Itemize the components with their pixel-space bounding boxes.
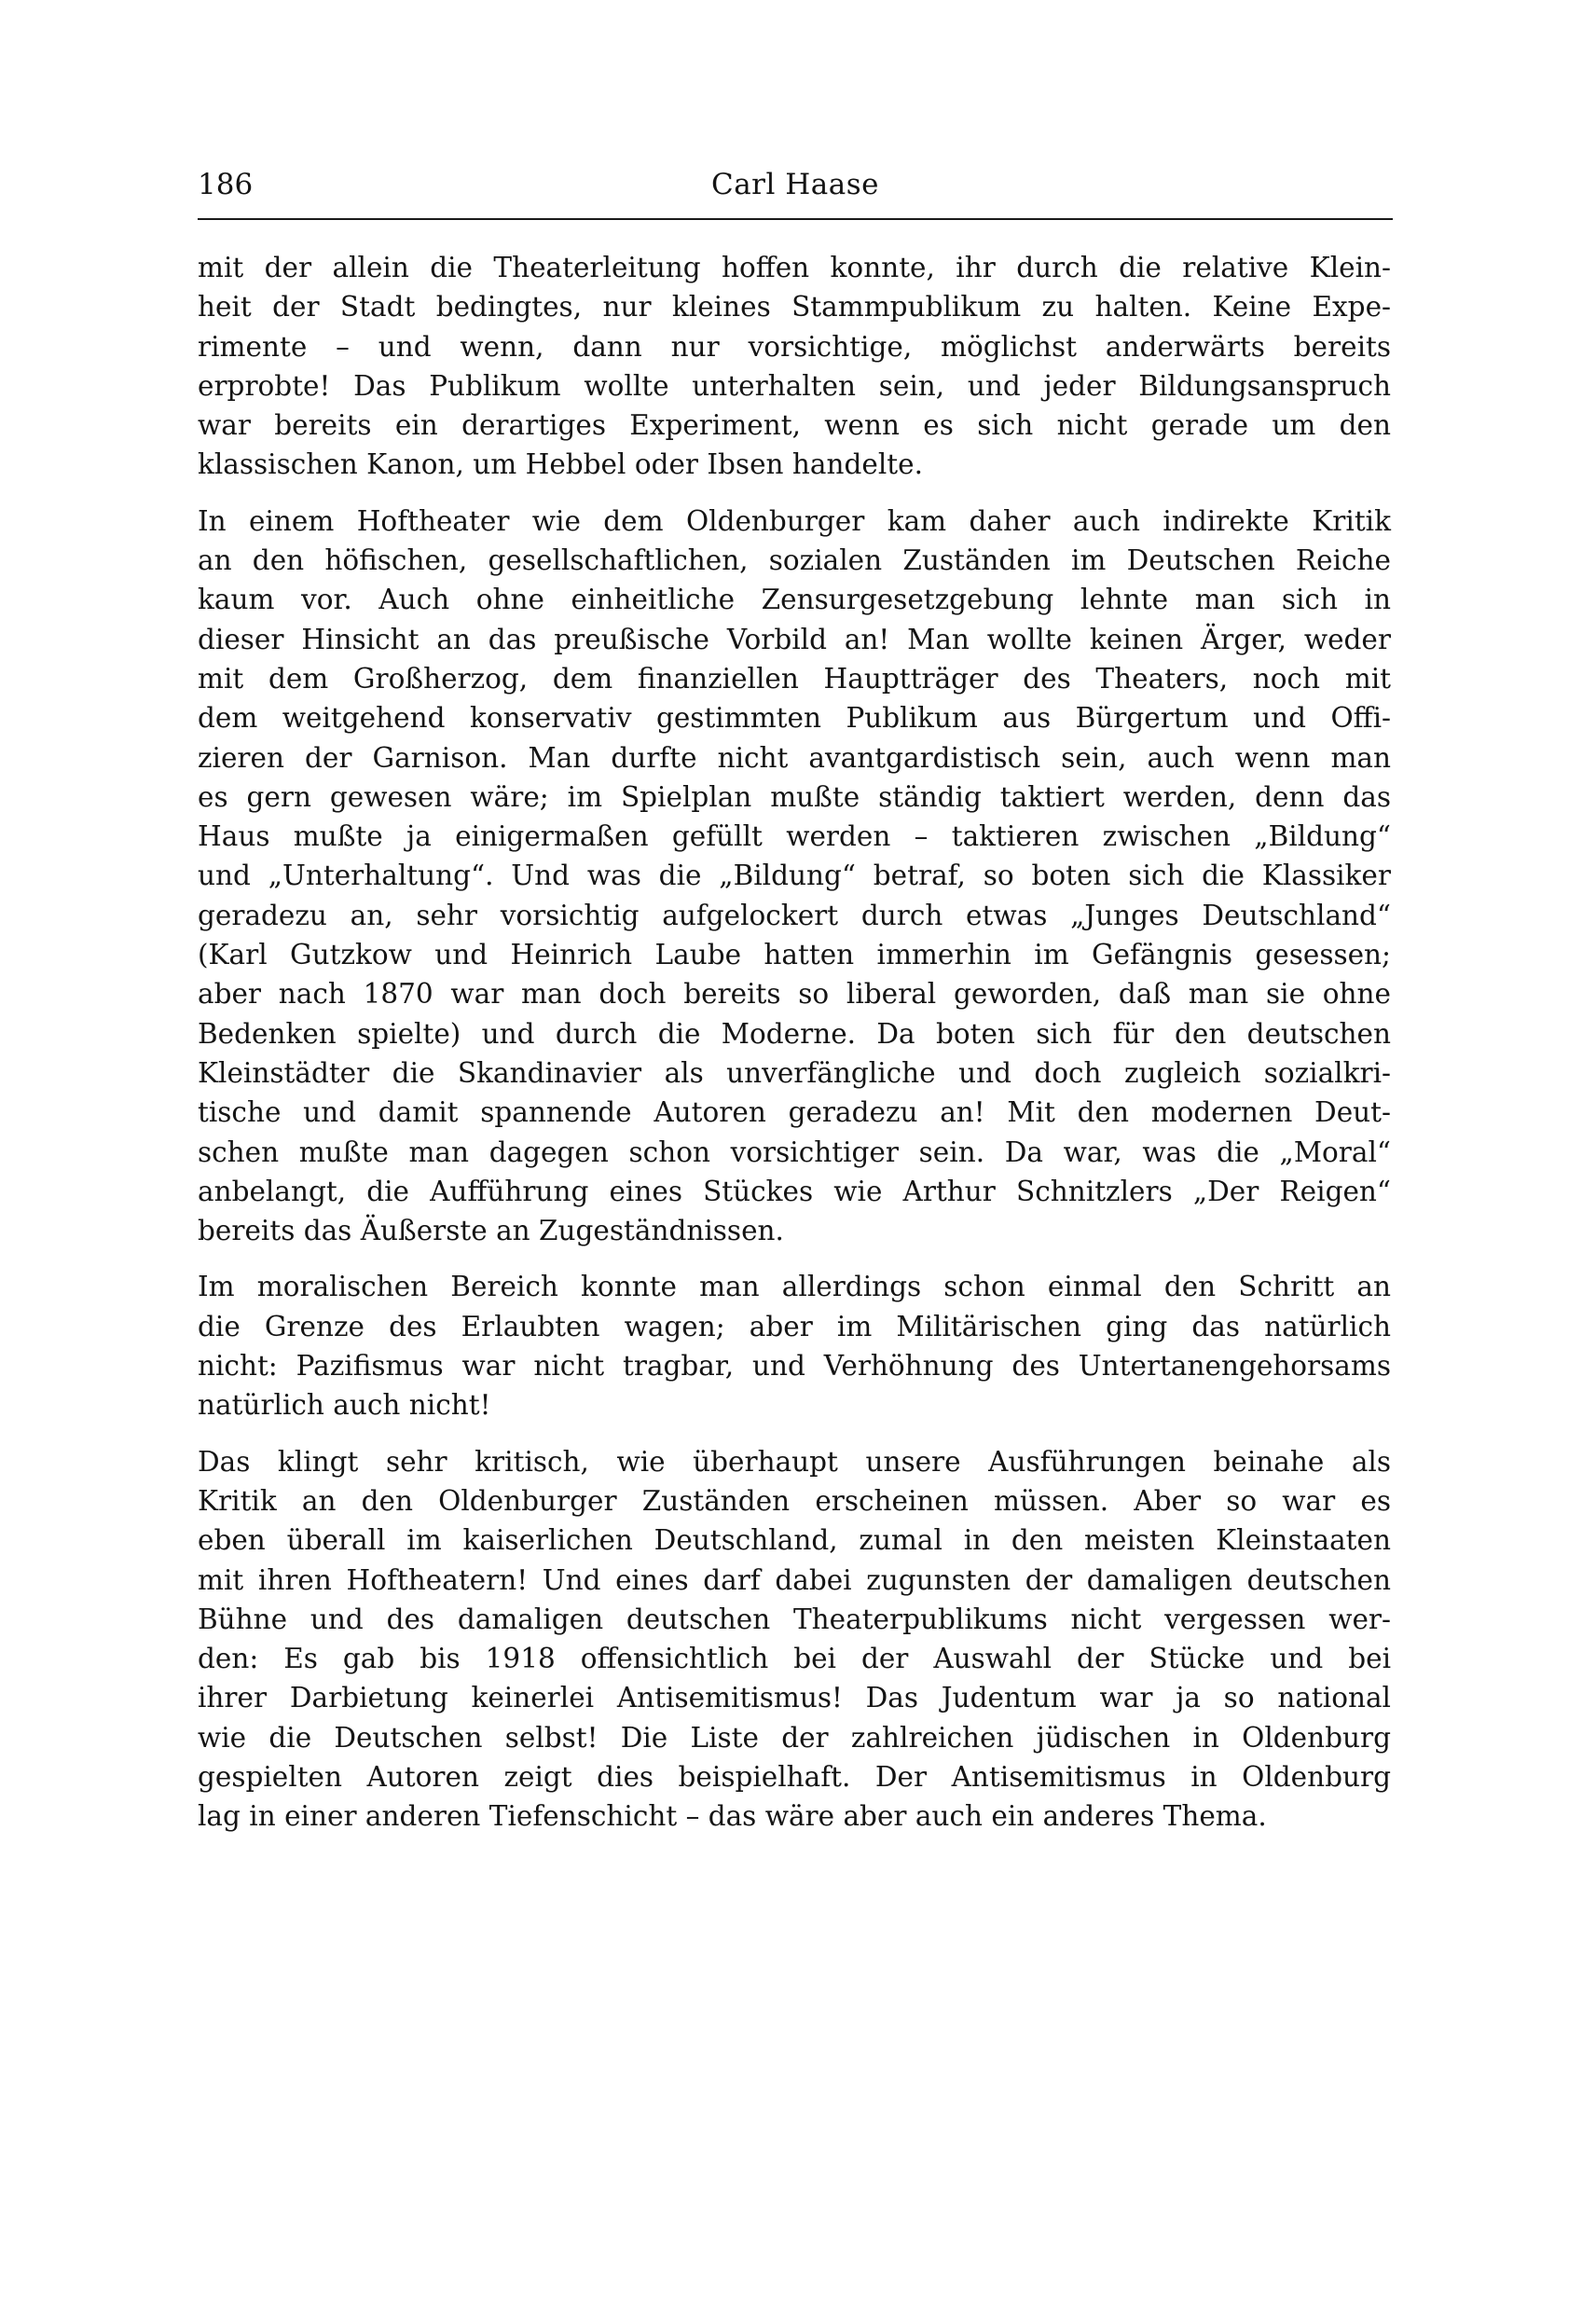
text-line: mit dem Großherzog, dem finanziellen Hauptträger des Theaters, noch mit [198, 662, 1391, 695]
text-line: den: Es gab bis 1918 offensichtlich bei der Auswahl der Stücke und bei [198, 1643, 1391, 1675]
running-title: Carl Haase [710, 168, 880, 201]
text-line: an den höfischen, gesellschaftlichen, sozialen Zuständen im Deutschen Reiche [198, 544, 1391, 577]
paragraph [198, 1442, 1391, 1837]
text-line: die Grenze des Erlaubten wagen; aber im Militärischen ging das natürlich [198, 1310, 1391, 1342]
text-line: In einem Hoftheater wie dem Oldenburger kam daher auch indirekte Kritik [198, 504, 1391, 537]
text-line: bereits das Äußerste an Zugeständnissen. [198, 1215, 784, 1247]
text-line: heit der Stadt bedingtes, nur kleines Stammpublikum zu halten. Keine Expe- [198, 291, 1391, 323]
text-line: dieser Hinsicht an das preußische Vorbild an! Man wollte keinen Ärger, weder [198, 623, 1391, 655]
paragraph [198, 1267, 1391, 1424]
text-line: rimente – und wenn, dann nur vorsichtige, möglichst anderwärts bereits [198, 330, 1391, 363]
text-line: geradezu an, sehr vorsichtig aufgelockert durch etwas „Junges Deutschland“ [198, 899, 1391, 931]
text-line: mit ihren Hoftheatern! Und eines darf dabei zugunsten der damaligen deutschen [198, 1563, 1391, 1596]
text-line: wie die Deutschen selbst! Die Liste der zahlreichen jüdischen in Oldenburg [198, 1721, 1391, 1754]
text-line: schen mußte man dagegen schon vorsichtiger sein. Da war, was die „Moral“ [198, 1135, 1391, 1168]
text-line: gespielten Autoren zeigt dies beispielhaft. Der Antisemitismus in Oldenburg [198, 1760, 1391, 1793]
paragraph [198, 502, 1391, 1251]
text-line: lag in einer anderen Tiefenschicht – das wäre aber auch ein anderes Thema. [198, 1800, 1267, 1833]
text-line: ihrer Darbietung keinerlei Antisemitismus! Das Judentum war ja so national [198, 1682, 1391, 1714]
text-line: erprobte! Das Publikum wollte unterhalten sein, und jeder Bildungsanspruch [198, 369, 1391, 402]
text-line: dem weitgehend konservativ gestimmten Publikum aus Bürgertum und Offi- [198, 702, 1391, 735]
text-line: natürlich auch nicht! [198, 1389, 491, 1422]
running-head [198, 164, 1393, 205]
text-line: Haus mußte ja einigermaßen gefüllt werden – taktieren zwischen „Bildung“ [198, 820, 1391, 853]
page-number: 186 [198, 168, 254, 201]
text-line: tische und damit spannende Autoren geradezu an! Mit den modernen Deut- [198, 1096, 1391, 1129]
text-line: (Karl Gutzkow und Heinrich Laube hatten immerhin im Gefängnis gesessen; [198, 939, 1391, 971]
text-line: Im moralischen Bereich konnte man allerdings schon einmal den Schritt an [198, 1271, 1391, 1303]
text-line: nicht: Pazifismus war nicht tragbar, und Verhöhnung des Untertanengehorsams [198, 1350, 1391, 1383]
text-line: kaum vor. Auch ohne einheitliche Zensurgesetzgebung lehnte man sich in [198, 584, 1391, 616]
text-line: es gern gewesen wäre; im Spielplan mußte ständig taktiert werden, denn das [198, 780, 1391, 813]
text-line: Kritik an den Oldenburger Zuständen erscheinen müssen. Aber so war es [198, 1484, 1391, 1517]
text-line: Bedenken spielte) und durch die Moderne. Da boten sich für den deutschen [198, 1017, 1391, 1050]
text-line: zieren der Garnison. Man durfte nicht avantgardistisch sein, auch wenn man [198, 741, 1391, 774]
text-line: aber nach 1870 war man doch bereits so liberal geworden, daß man sie ohne [198, 978, 1391, 1011]
text-line: mit der allein die Theaterleitung hoffen konnte, ihr durch die relative Klein- [198, 252, 1391, 283]
text-line: war bereits ein derartiges Experiment, wenn es sich nicht gerade um den [198, 409, 1391, 442]
text-line: klassischen Kanon, um Hebbel oder Ibsen handelte. [198, 448, 923, 481]
text-line: Das klingt sehr kritisch, wie überhaupt unsere Ausführungen beinahe als [198, 1445, 1391, 1478]
text-line: und „Unterhaltung“. Und was die „Bildung“ betraf, so boten sich die Klassiker [198, 860, 1391, 892]
text-line: eben überall im kaiserlichen Deutschland, zumal in den meisten Kleinstaaten [198, 1524, 1391, 1557]
paragraph [198, 248, 1391, 485]
header-rule [198, 218, 1393, 220]
text-line: Kleinstädter die Skandinavier als unverfängliche und doch zugleich sozialkri- [198, 1056, 1391, 1089]
text-line: Bühne und des damaligen deutschen Theaterpublikums nicht vergessen wer- [198, 1603, 1391, 1635]
text-line: anbelangt, die Aufführung eines Stückes wie Arthur Schnitzlers „Der Reigen“ [198, 1175, 1391, 1207]
body-text [198, 248, 1391, 1853]
